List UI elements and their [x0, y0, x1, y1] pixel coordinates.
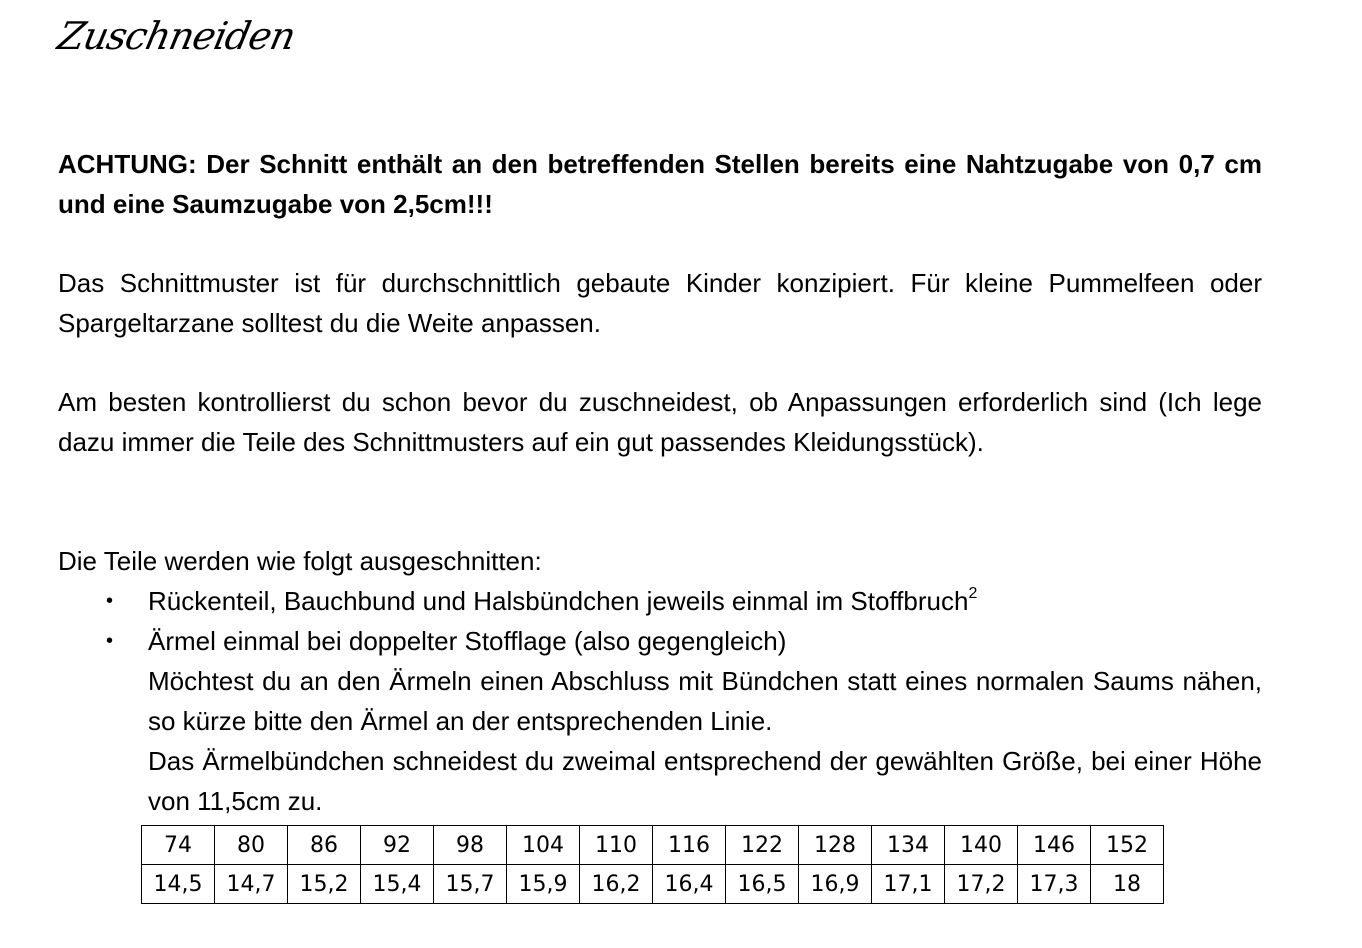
width-cell: 16,4 — [653, 865, 726, 904]
size-cell: 128 — [799, 826, 872, 865]
page-title: Zuschneiden — [54, 14, 299, 58]
list-item — [58, 621, 1262, 821]
list-item-text: Ärmel einmal bei doppelter Stofflage (also gegengleich) — [148, 626, 787, 656]
size-cell: 146 — [1018, 826, 1091, 865]
warning-text: ACHTUNG: Der Schnitt enthält an den betreffenden Stellen bereits eine Nahtzugabe von 0,7 cm und eine Saumzugabe von 2,5cm!!! — [58, 149, 1262, 219]
width-cell: 16,9 — [799, 865, 872, 904]
size-cell: 152 — [1091, 826, 1164, 865]
width-cell: 15,9 — [507, 865, 580, 904]
bullet-icon: • — [106, 630, 114, 652]
width-cell: 14,7 — [215, 865, 288, 904]
size-cell: 92 — [361, 826, 434, 865]
width-cell: 15,7 — [434, 865, 507, 904]
width-cell: 15,2 — [288, 865, 361, 904]
size-row — [142, 826, 1164, 865]
size-cell: 122 — [726, 826, 799, 865]
width-cell: 18 — [1091, 865, 1164, 904]
cuff-size-table — [141, 825, 1164, 904]
list-item-note: Das Ärmelbündchen schneidest du zweimal entsprechend der gewählten Größe, bei einer Höhe von 11,5cm zu. — [148, 746, 1262, 816]
width-cell: 14,5 — [142, 865, 215, 904]
list-intro: Die Teile werden wie folgt ausgeschnitten: — [58, 546, 542, 576]
footnote-marker: 2 — [968, 585, 978, 602]
size-cell: 98 — [434, 826, 507, 865]
width-cell: 16,5 — [726, 865, 799, 904]
paragraph-check: Am besten kontrollierst du schon bevor du zuschneidest, ob Anpassungen erforderlich sind (Ich lege dazu immer die Teile des Schnittmusters auf ein gut passendes Kleidungsstück). — [58, 387, 1262, 457]
width-cell: 17,3 — [1018, 865, 1091, 904]
size-cell: 80 — [215, 826, 288, 865]
paragraph-fit: Das Schnittmuster ist für durchschnittlich gebaute Kinder konzipiert. Für kleine Pummelfeen oder Spargeltarzane solltest du die Weite anpassen. — [58, 268, 1262, 338]
width-row — [142, 865, 1164, 904]
size-cell: 116 — [653, 826, 726, 865]
list-item — [58, 581, 1262, 621]
bullet-icon: • — [106, 590, 114, 612]
size-cell: 86 — [288, 826, 361, 865]
cut-list — [58, 581, 1262, 821]
size-cell: 74 — [142, 826, 215, 865]
width-cell: 16,2 — [580, 865, 653, 904]
width-cell: 17,1 — [872, 865, 945, 904]
size-cell: 134 — [872, 826, 945, 865]
size-cell: 140 — [945, 826, 1018, 865]
width-cell: 17,2 — [945, 865, 1018, 904]
width-cell: 15,4 — [361, 865, 434, 904]
size-cell: 104 — [507, 826, 580, 865]
size-cell: 110 — [580, 826, 653, 865]
list-item-text: Rückenteil, Bauchbund und Halsbündchen jeweils einmal im Stoffbruch — [148, 586, 969, 616]
list-item-note: Möchtest du an den Ärmeln einen Abschluss mit Bündchen statt eines normalen Saums nähen, so kürze bitte den Ärmel an der entsprechenden Linie. — [148, 666, 1262, 736]
